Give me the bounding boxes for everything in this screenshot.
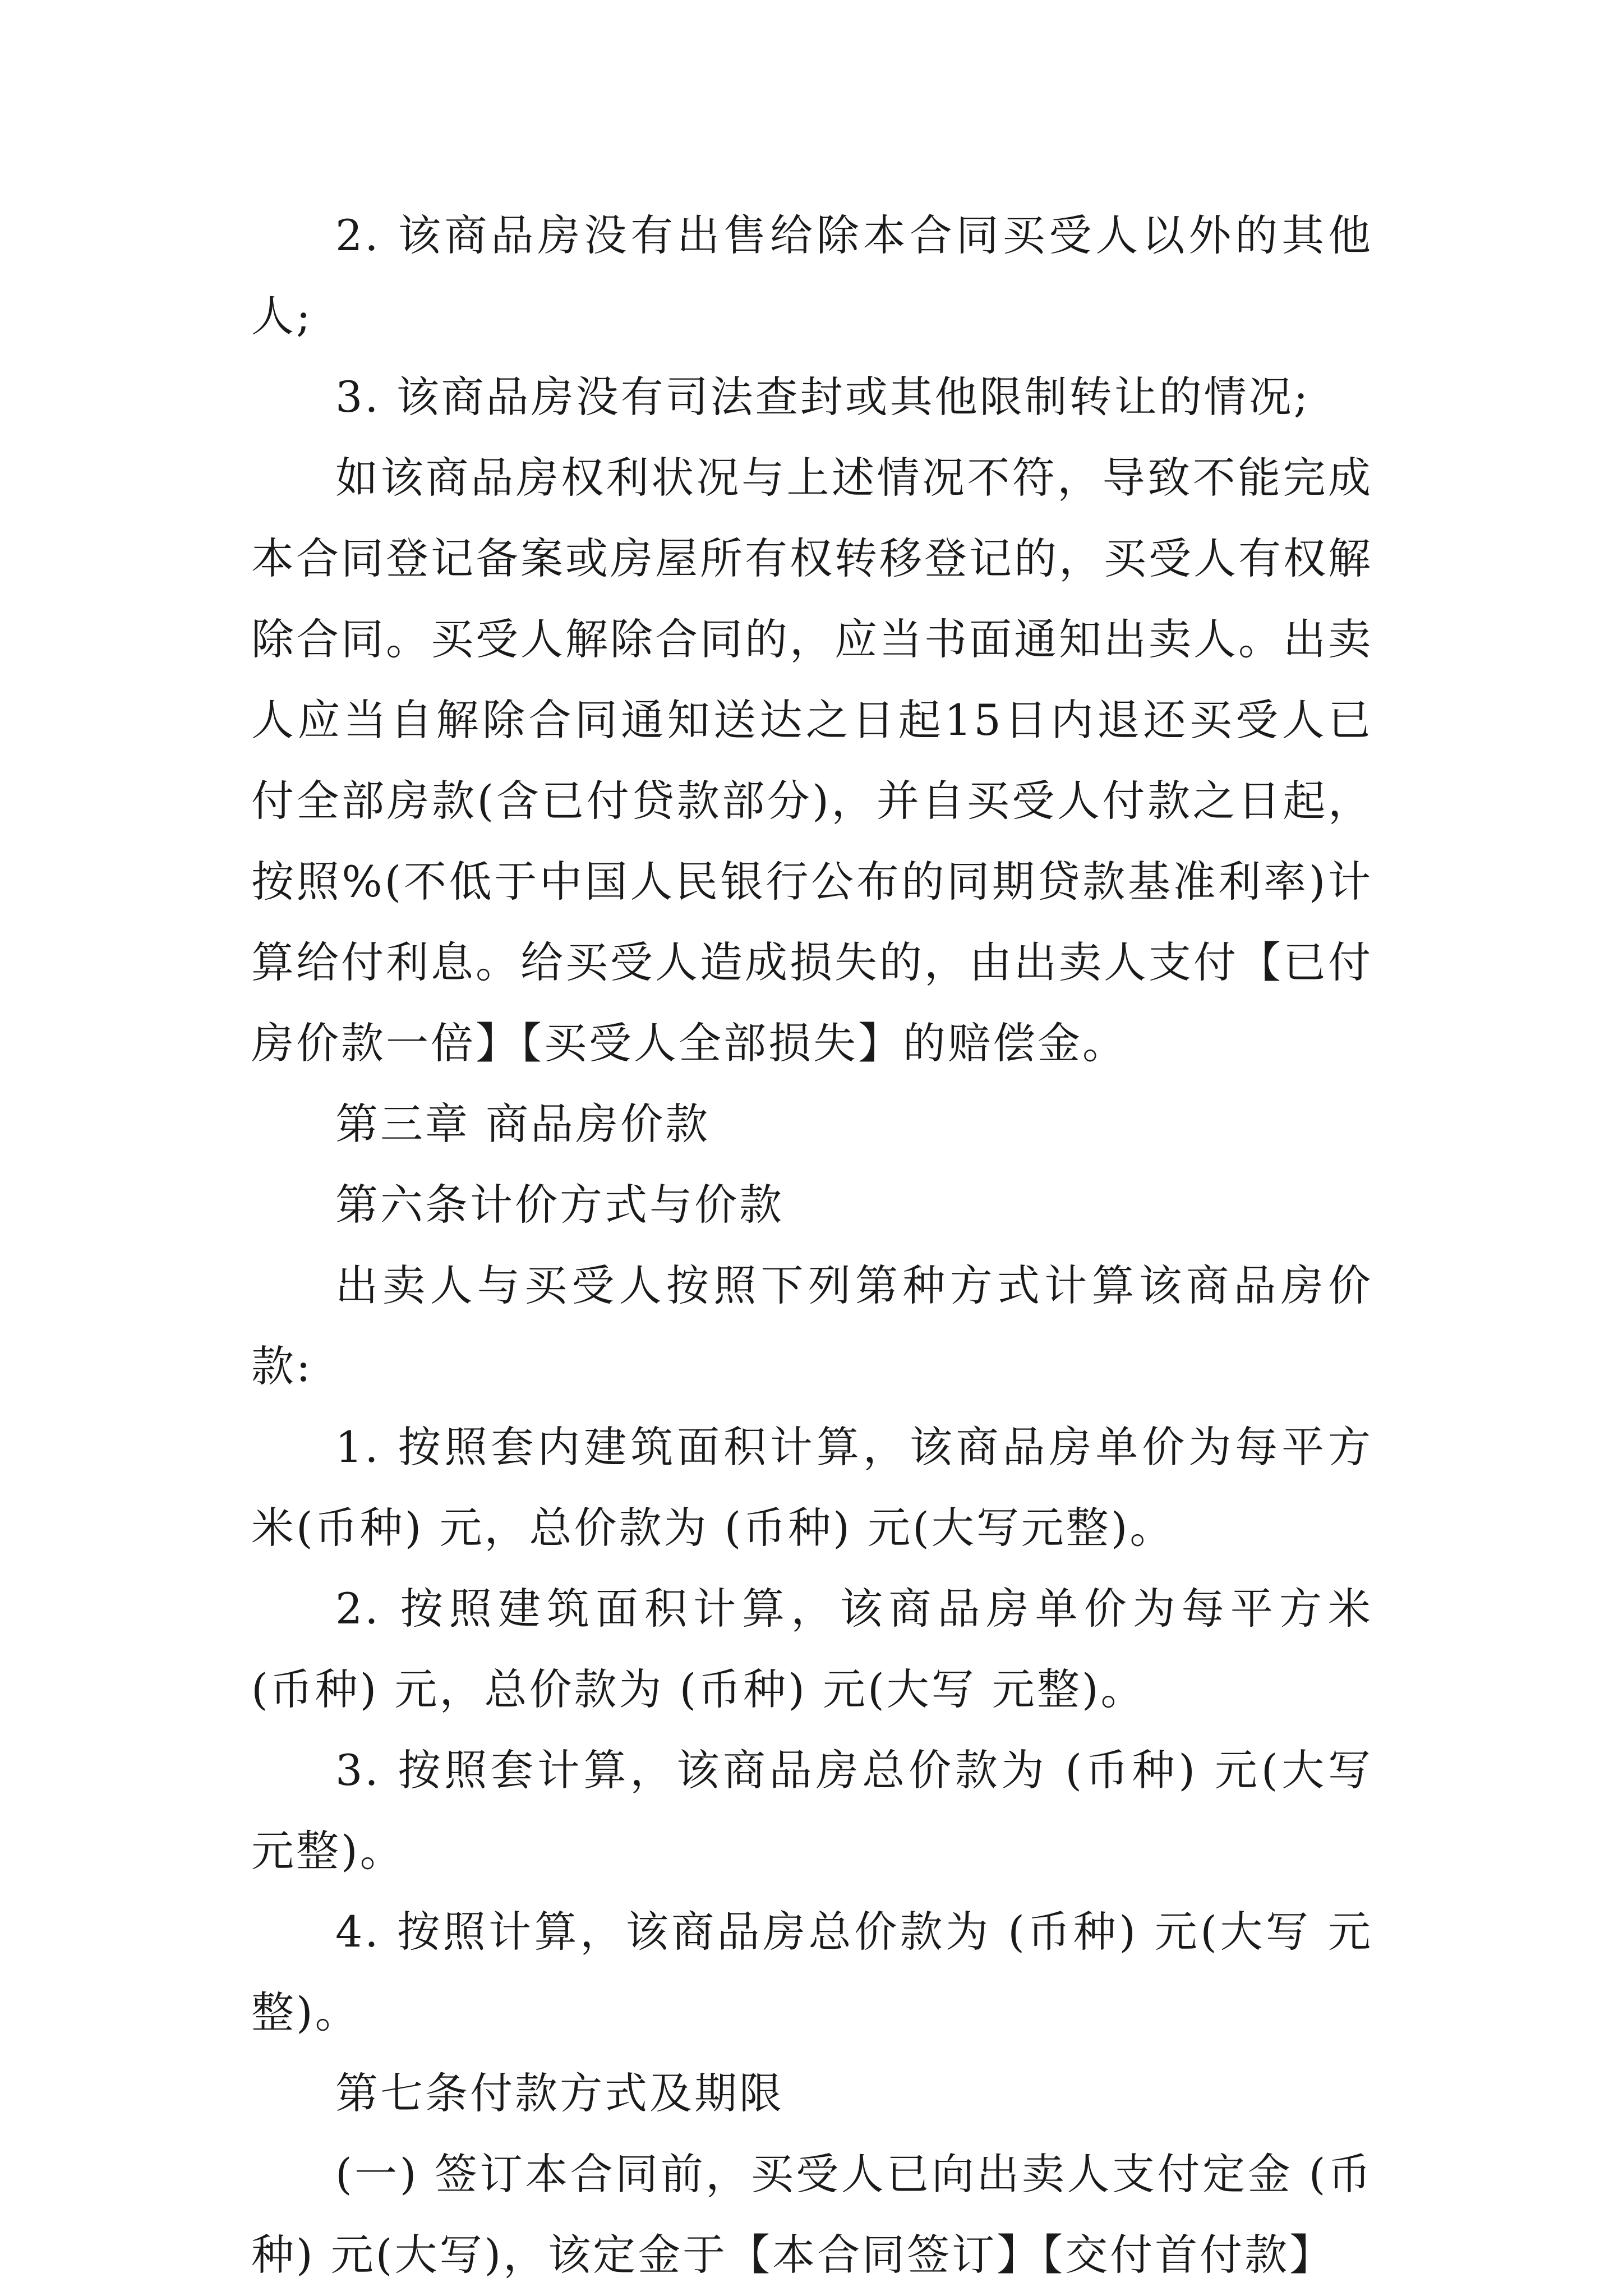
pricing-option-2: 2. 按照建筑面积计算，该商品房单价为每平方米 (币种) 元，总价款为 (币种) 元(大写 元整)。 — [251, 1584, 1373, 1714]
article-seven-heading: 第七条付款方式及期限 — [335, 2068, 784, 2118]
deposit-paragraph: (一) 签订本合同前，买受人已向出卖人支付定金 (币种) 元(大写)，该定金于【本合同签订】【交付首付款】 — [251, 2149, 1373, 2280]
pricing-method-intro: 出卖人与买受人按照下列第种方式计算该商品房价款: — [251, 1260, 1373, 1391]
chapter-heading: 第三章 商品房价款 — [335, 1099, 711, 1149]
document-body — [251, 195, 1373, 2295]
article-six-heading: 第六条计价方式与价款 — [335, 1180, 784, 1230]
rescission-paragraph: 如该商品房权利状况与上述情况不符，导致不能完成本合同登记备案或房屋所有权转移登记的，买受人有权解除合同。买受人解除合同的，应当书面通知出卖人。出卖人应当自解除合同通知送达之日起15日内退还买受人已付全部房款(含已付贷款部分)，并自买受人付款之日起，按照%(不低于中国人民银行公布的同期贷款基准利率)计算给付利息。给买受人造成损失的，由出卖人支付【已付房价款一倍】【买受人全部损失】的赔偿金。 — [251, 453, 1373, 1068]
clause-item-3: 3. 该商品房没有司法查封或其他限制转让的情况; — [335, 372, 1311, 422]
clause-item-2: 2. 该商品房没有出售给除本合同买受人以外的其他人; — [251, 210, 1373, 341]
pricing-option-4: 4. 按照计算，该商品房总价款为 (币种) 元(大写 元整)。 — [251, 1907, 1373, 2037]
pricing-option-1: 1. 按照套内建筑面积计算，该商品房单价为每平方米(币种) 元，总价款为 (币种) 元(大写元整)。 — [251, 1422, 1373, 1553]
pricing-option-3: 3. 按照套计算，该商品房总价款为 (币种) 元(大写元整)。 — [251, 1745, 1373, 1876]
